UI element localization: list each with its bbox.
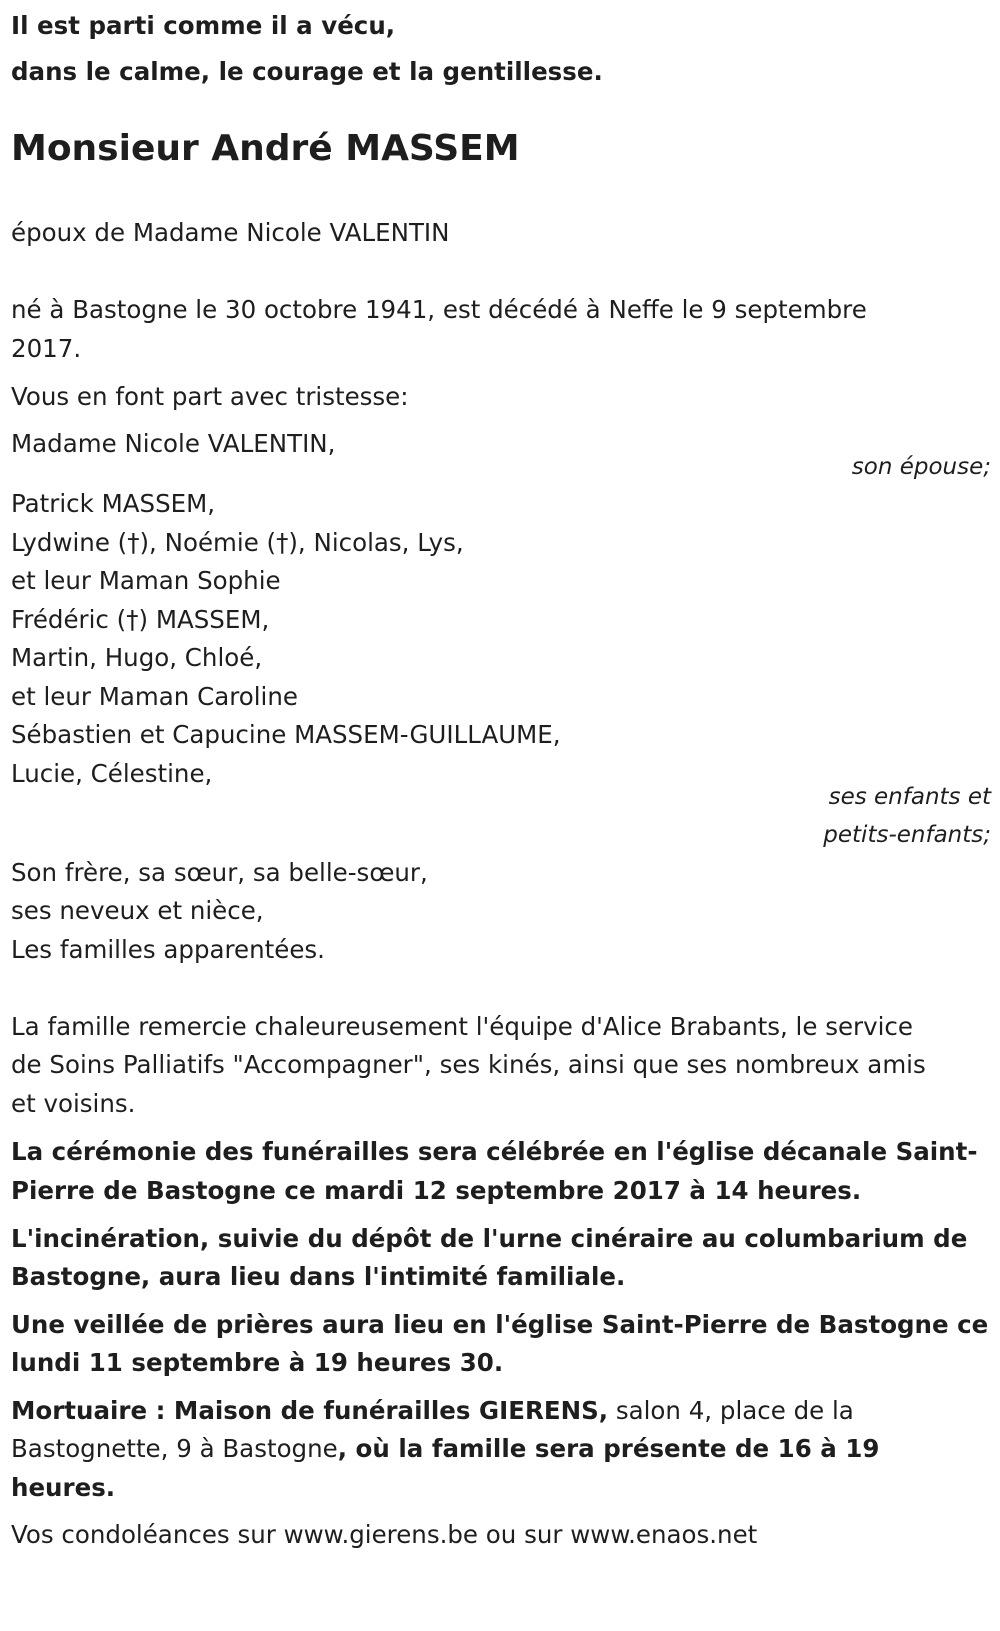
- children-line: Sébastien et Capucine MASSEM-GUILLAUME,: [11, 720, 561, 749]
- spouse-line: époux de Madame Nicole VALENTIN: [11, 218, 450, 247]
- intro-line-1: Il est parti comme il a vécu,: [11, 11, 396, 40]
- birth-death-line-1: né à Bastogne le 30 octobre 1941, est décédé à Neffe le 9 septembre: [11, 295, 867, 324]
- children-line: Lucie, Célestine,: [11, 759, 213, 788]
- mortuary-line-3: heures.: [11, 1473, 116, 1502]
- children-line: et leur Maman Caroline: [11, 682, 298, 711]
- family-line: ses neveux et nièce,: [11, 896, 264, 925]
- mortuary-address-2: Bastognette, 9 à Bastogne: [11, 1434, 338, 1463]
- incineration-line: L'incinération, suivie du dépôt de l'urne cinéraire au columbarium de: [11, 1224, 968, 1253]
- ceremony-line: Pierre de Bastogne ce mardi 12 septembre 2017 à 14 heures.: [11, 1176, 862, 1205]
- intro-line-2: dans le calme, le courage et la gentillesse.: [11, 57, 603, 86]
- thanks-line: de Soins Palliatifs "Accompagner", ses kinés, ainsi que ses nombreux amis: [11, 1050, 926, 1079]
- mortuary-name: Mortuaire : Maison de funérailles GIERENS,: [11, 1396, 609, 1425]
- family-line: Son frère, sa sœur, sa belle-sœur,: [11, 858, 428, 887]
- children-line: Martin, Hugo, Chloé,: [11, 643, 263, 672]
- condolences-line: Vos condoléances sur www.gierens.be ou sur www.enaos.net: [11, 1520, 758, 1549]
- mortuary-address-1: salon 4, place de la: [608, 1396, 854, 1425]
- thanks-line: et voisins.: [11, 1089, 136, 1118]
- children-role-line-2: petits-enfants;: [823, 822, 991, 848]
- spouse-role: son épouse;: [851, 454, 991, 480]
- mortuary-presence: , où la famille sera présente de 16 à 19: [337, 1434, 880, 1463]
- children-line: et leur Maman Sophie: [11, 566, 281, 595]
- family-line: Les familles apparentées.: [11, 935, 325, 964]
- incineration-line: Bastogne, aura lieu dans l'intimité familiale.: [11, 1262, 626, 1291]
- children-line: Frédéric (†) MASSEM,: [11, 605, 270, 634]
- birth-death-line-2: 2017.: [11, 334, 82, 363]
- children-role-line-1: ses enfants et: [828, 784, 991, 810]
- children-line: Lydwine (†), Noémie (†), Nicolas, Lys,: [11, 528, 464, 557]
- mortuary-line-1: [11, 1396, 854, 1426]
- deceased-name: Monsieur André MASSEM: [11, 128, 520, 169]
- mortuary-line-2: [11, 1434, 879, 1464]
- vigil-line: lundi 11 septembre à 19 heures 30.: [11, 1348, 504, 1377]
- children-line: Patrick MASSEM,: [11, 489, 216, 518]
- ceremony-line: La cérémonie des funérailles sera célébrée en l'église décanale Saint-: [11, 1137, 978, 1166]
- vigil-line: Une veillée de prières aura lieu en l'église Saint-Pierre de Bastogne ce: [11, 1310, 989, 1339]
- thanks-line: La famille remercie chaleureusement l'équipe d'Alice Brabants, le service: [11, 1012, 913, 1041]
- spouse-name: Madame Nicole VALENTIN,: [11, 429, 336, 458]
- announce-line: Vous en font part avec tristesse:: [11, 382, 409, 411]
